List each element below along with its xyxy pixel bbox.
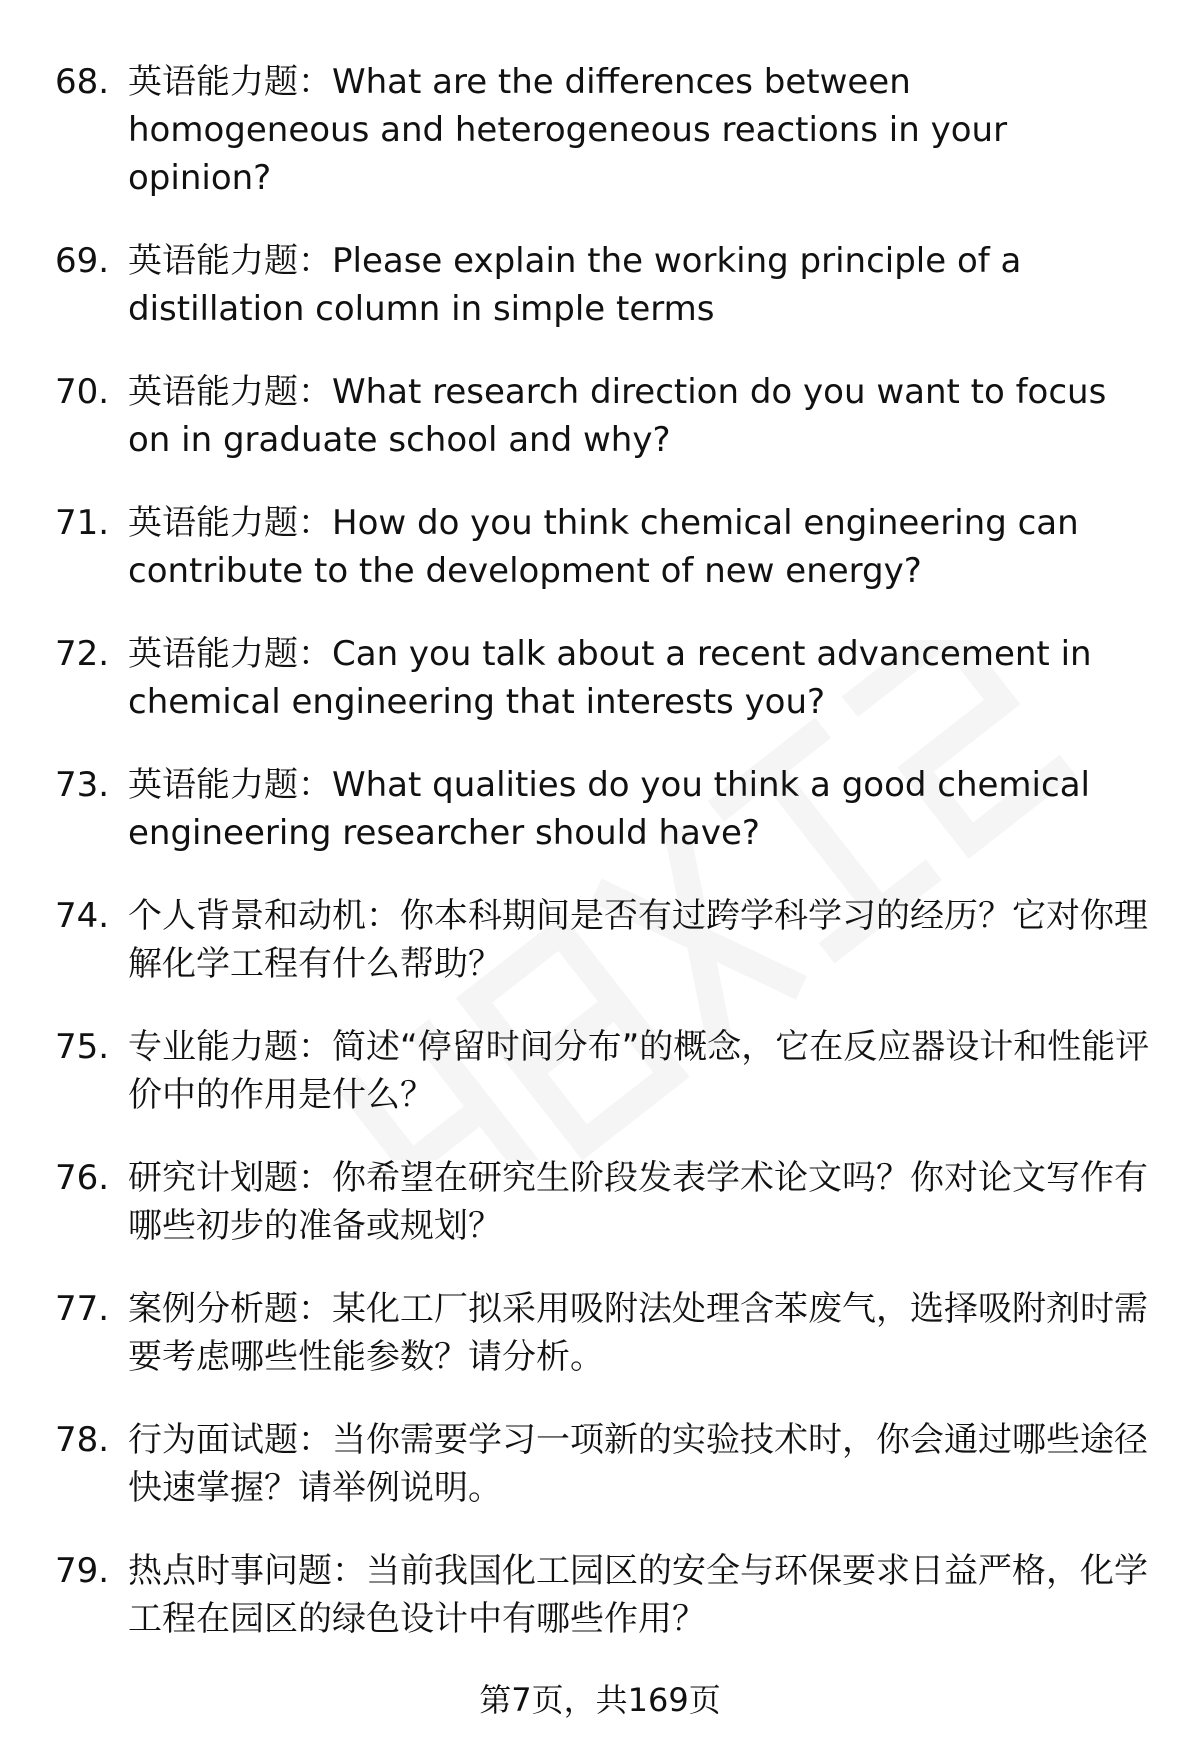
question-text: 英语能力题：Please explain the working principle of a distillation column in simple terms — [128, 241, 1022, 329]
question-number: 79. — [55, 1551, 110, 1591]
question-text: 英语能力题：What qualities do you think a good chemical engineering researcher should have? — [128, 765, 1090, 853]
page-number-footer: 第7页，共169页 — [479, 1681, 721, 1719]
question-item — [55, 1154, 1155, 1250]
question-item — [55, 58, 1155, 202]
question-item — [55, 1416, 1155, 1512]
question-item — [55, 630, 1155, 726]
question-text: 研究计划题：你希望在研究生阶段发表学术论文吗？你对论文写作有哪些初步的准备或规划？ — [128, 1158, 1148, 1246]
question-number: 75. — [55, 1027, 110, 1067]
question-number: 70. — [55, 372, 110, 412]
question-list — [55, 58, 1155, 1678]
question-number: 76. — [55, 1158, 110, 1198]
question-number: 69. — [55, 241, 110, 281]
question-item — [55, 761, 1155, 857]
question-number: 73. — [55, 765, 110, 805]
question-number: 72. — [55, 634, 110, 674]
question-text: 英语能力题：What are the differences between homogeneous and heterogeneous reactions in your opinion? — [128, 62, 1008, 198]
question-text: 个人背景和动机：你本科期间是否有过跨学科学习的经历？它对你理解化学工程有什么帮助？ — [128, 896, 1148, 984]
question-number: 74. — [55, 896, 110, 936]
question-item — [55, 892, 1155, 988]
question-text: 英语能力题：Can you talk about a recent advancement in chemical engineering that interests you? — [128, 634, 1092, 722]
question-text: 案例分析题：某化工厂拟采用吸附法处理含苯废气，选择吸附剂时需要考虑哪些性能参数？请分析。 — [128, 1289, 1148, 1377]
question-item — [55, 1285, 1155, 1381]
question-text: 专业能力题：简述“停留时间分布”的概念，它在反应器设计和性能评价中的作用是什么？ — [128, 1027, 1150, 1115]
question-item — [55, 1023, 1155, 1119]
question-text: 英语能力题：How do you think chemical engineering can contribute to the development of new energy? — [128, 503, 1079, 591]
question-number: 77. — [55, 1289, 110, 1329]
question-number: 71. — [55, 503, 110, 543]
question-number: 68. — [55, 62, 110, 102]
question-item — [55, 368, 1155, 464]
question-number: 78. — [55, 1420, 110, 1460]
question-text: 行为面试题：当你需要学习一项新的实验技术时，你会通过哪些途径快速掌握？请举例说明。 — [128, 1420, 1148, 1508]
question-item — [55, 237, 1155, 333]
question-item — [55, 1547, 1155, 1643]
question-item — [55, 499, 1155, 595]
question-text: 热点时事问题：当前我国化工园区的安全与环保要求日益严格，化学工程在园区的绿色设计中有哪些作用？ — [128, 1551, 1148, 1639]
question-text: 英语能力题：What research direction do you want to focus on in graduate school and why? — [128, 372, 1107, 460]
